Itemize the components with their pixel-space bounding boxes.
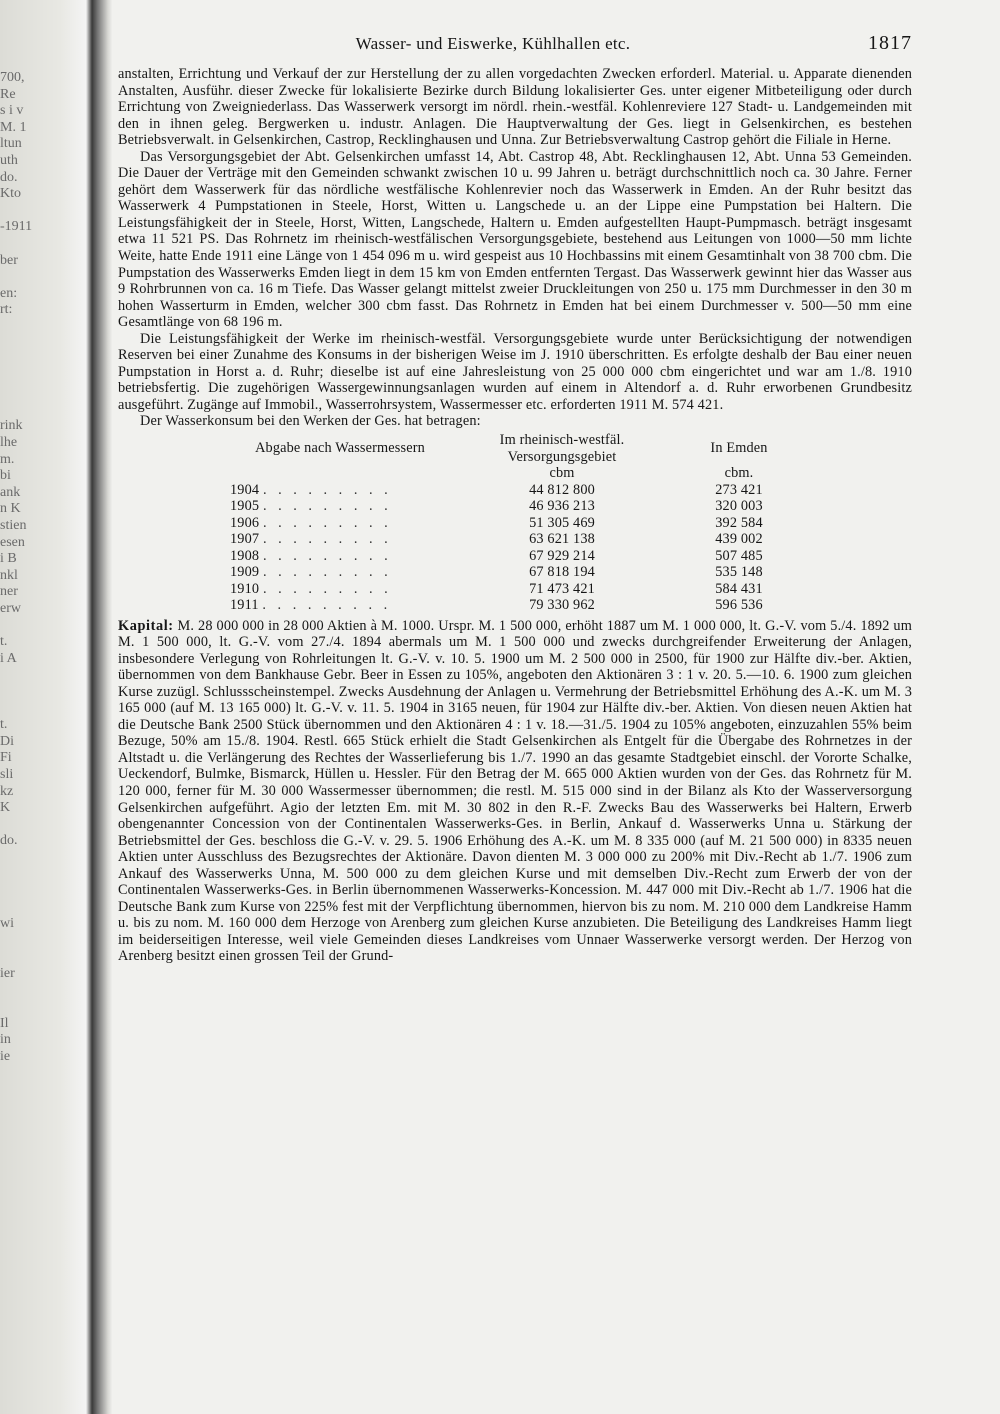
facing-page-fragment (0, 900, 90, 917)
paragraph-purpose: anstalten, Errichtung und Verkauf der zur Herstellung der zu allen vorgedachten Zwecken erforderl. Material. u. Apparate dienenden Anstalten, Ausführ. dieser Zwecke für lokalisierte Bezirke durch Bildung lokalisierter Ges. unter eigener Mitbeteiligung oder durch Errichtung von Zweigniederlass. Das Wasserwerk versorgt im nördl. rhein.-westfäl. Kohlenreviere 127 Stadt- u. Landgemeinden mit den in ihnen geleg. Bergwerken u. industr. Anlagen. Die Hauptverwaltung der Ges. liegt in Gelsenkirchen, es bestehen Betriebsverwalt. in Gelsenkirchen, Castrop, Recklinghausen und Unna. Zur Betriebsverwaltung Castrop gehört die Filiale in Herne. (118, 66, 912, 149)
facing-page-fragment: t. (0, 717, 8, 733)
year-cell: 1910 (230, 580, 260, 597)
facing-page-fragment: i A (0, 650, 17, 666)
dot-leader: . . . . . . . . . (262, 514, 392, 531)
facing-page-fragment (0, 336, 90, 353)
facing-page-fragment (0, 883, 90, 900)
facing-page-fragment: Di (0, 733, 14, 749)
facing-page-fragment (0, 236, 90, 253)
facing-page-fragment (0, 684, 90, 701)
facing-page-fragment (0, 949, 90, 966)
table-row (224, 531, 810, 548)
facing-page-fragment: ltun (0, 136, 22, 152)
rhenish-westphalian-value: 71 473 421 (529, 580, 595, 597)
page-number: 1817 (868, 32, 912, 54)
facing-page-fragment: bi (0, 468, 11, 484)
emden-value: 392 584 (715, 514, 763, 531)
year-cell: 1904 (230, 481, 260, 498)
dot-leader: . . . . . . . . . (262, 547, 392, 564)
facing-page-fragment: K (0, 800, 11, 816)
facing-page-fragment: n K (0, 501, 21, 517)
rhenish-westphalian-value: 51 305 469 (529, 514, 595, 531)
facing-page-fragment (0, 701, 90, 718)
facing-page-fragment: rink (0, 418, 23, 434)
facing-page-fragment: ner (0, 584, 18, 600)
table-header-row (224, 432, 810, 465)
facing-page-fragment: wi (0, 916, 14, 932)
emden-value: 320 003 (715, 498, 763, 515)
emden-value: 439 002 (715, 531, 763, 548)
unit-label: cbm. (724, 465, 754, 482)
table-row (224, 597, 810, 614)
emden-value: 584 431 (715, 580, 763, 597)
facing-page-fragment: nkl (0, 567, 18, 583)
facing-page-fragment: ie (0, 1049, 11, 1065)
consumption-table-wrapper (118, 432, 912, 614)
emden-value: 535 148 (715, 564, 763, 581)
year-cell: 1905 (230, 498, 260, 515)
rhenish-westphalian-value: 79 330 962 (529, 597, 595, 614)
facing-page-fragment (0, 319, 90, 336)
table-row (224, 581, 810, 598)
facing-page-fragment: Re (0, 86, 16, 102)
table-row (224, 548, 810, 565)
paragraph-capital (118, 618, 912, 965)
facing-page-fragment: do. (0, 169, 18, 185)
facing-page-fragment (0, 817, 90, 834)
table-row (224, 482, 810, 499)
dot-leader: . . . . . . . . . (262, 580, 392, 597)
unit-label: cbm (549, 465, 575, 482)
facing-page-fragment: esen (0, 534, 25, 550)
facing-page-fragment: stien (0, 518, 27, 534)
column-header-rhenish-westphalian: Im rheinisch-westfäl. Versorgungsgebiet (499, 432, 625, 465)
table-row (224, 564, 810, 581)
facing-page-fragment (0, 867, 90, 884)
facing-page-fragment (0, 402, 90, 419)
facing-page-fragment: rt: (0, 302, 13, 318)
rhenish-westphalian-value: 46 936 213 (529, 498, 595, 515)
paragraph-supply-area: Das Versorgungsgebiet der Abt. Gelsenkirchen umfasst 14, Abt. Castrop 48, Abt. Recklinghausen 12, Abt. Unna 53 Gemeinden. Die Dauer der Verträge mit den Gemeinden schwankt zwischen 10 u. 99 Jahren u. beträgt durchschnittlich noch ca. 30 Jahre. Ferner gehört dem Wasserwerk für das nördliche westfälische Kohlenrevier noch das Wasserwerk in Emden. An der Ruhr besitzt das Wasserwerk 4 Pumpstationen in Steele, Horst, Witten u. Langschede u. an der Lippe eine Pumpstation bei Haltern. Die Leistungsfähigkeit der in Steele, Horst, Witten, Langschede, Haltern u. Emden aufgestellten Haupt-Pumpmasch. beträgt insgesamt etwa 11 521 PS. Das Rohrnetz im rheinisch-westfälischen Versorgungsgebiete, bestehend aus Leitungen von 1000—50 mm lichte Weite, hatte Ende 1911 eine Länge von 1 454 096 m u. wird gespeist aus 10 Hochbassins mit einem Gesamtinhalt von 38 700 cbm. Die Pumpstation des Wasserwerks Emden liegt in dem 15 km von Emden entfernten Tergast. Das Wasserwerk gewinnt hier das Wasser aus 9 Rohrbrunnen von ca. 16 m Tiefe. Das Wasser gelangt mittelst zweier Druckleitungen von 250 u. 175 mm Durchmesser in den 30 m hohen Wasserturm in Emden, welcher 300 cbm fasst. Das Rohrnetz in Emden hat bei einem Durchmesser v. 500—50 mm eine Gesamtlänge von 68 196 m. (118, 148, 912, 331)
facing-page-fragment: en: (0, 285, 18, 301)
dot-leader: . . . . . . . . . (262, 564, 392, 581)
facing-page-fragment: erw (0, 601, 21, 616)
capital-text: M. 28 000 000 in 28 000 Aktien à M. 1000. Urspr. M. 1 500 000, erhöht 1887 um M. 1 000 000, lt. G.-V. vom 5./4. 1892 um M. 1 500 000, lt. G.-V. vom 27./4. 1894 abermals um M. 1 500 000 und zwecks durchgreifender Erweiterung der Anlagen, insbesondere Verlegung von Rohrleitungen lt. G.-V. v. 10. 5. 1900 um M. 2 500 000 in 2500, für 1900 zur Hälfte div.-ber. Aktien, übernommen von dem Bankhause Gebr. Beer in Essen zu 105%, angeboten den Aktionären 3 : 1 v. 20. 5.—10. 6. 1900 zum gleichen Kurse zuzügl. Schlussscheinstempel. Zwecks Ausdehnung der Anlagen u. Vermehrung der Betriebsmittel Erhöhung des A.-K. um M. 3 165 000 (auf M. 13 165 000) lt. G.-V. v. 11. 5. 1904 in 3165 neuen, für 1904 zur Hälfte div.-ber. Aktien. Von diesen neuen Aktien hat die Deutsche Bank 2500 Stück übernommen und den Aktionären 4 : 1 v. 18.—31./5. 1904 zu 105% angeboten, einzuzahlen 55% beim Bezuge, 50% am 15./8. 1904. Restl. 665 Stück erhielt die Stadt Gelsenkirchen als Entgelt für die Übergabe des Rohrnetzes in der Altstadt u. die Verlängerung des Rechtes der Wasserlieferung bis 1./7. 1990 an das gesamte Stadtgebiet einschl. der Vororte Schalke, Ueckendorf, Bulmke, Bismarck, Hüllen u. Hessler. Für den Betrag der M. 665 000 Aktien wurden von der Ges. das Rohrnetz für M. 120 000, ferner für M. 30 000 Wassermesser übernommen; die restl. M. 515 000 sind in der Bilanz als Kto der Wasserversorgung Gelsenkirchen aufgeführt. Agio der letzten Em. mit M. 30 802 in den R.-F. Zwecks Bau des Wasserwerks bei Haltern, Erwerb obengenannter Concession von der Continentalen Wasserwerks-Ges. in Berlin, Ankauf d. Wasserwerks Unna u. Stärkung der Betriebsmittel der Ges. beschloss die G.-V. v. 29. 5. 1906 Erhöhung des A.-K. um M. 8 335 000 (auf M. 21 500 000) in 8335 neuen Aktien unter Ausschluss des Bezugsrechtes der Aktionäre. Davon dienten M. 3 000 000 zu 200% mit Div.-Recht ab 1./7. 1906 zum Ankauf des Wasserwerks Unna, M. 500 000 zu dem gleichen Kurse und mit demselben Div.-Recht zum Erwerb der von der Continentalen Wasserwerks-Ges. in Berlin übernommenen Wasserwerks-Koncession. M. 447 000 mit Div.-Recht ab 1./7. 1906 hat die Deutsche Bank zum Kurse von 225% fest mit der Verpflichtung übernommen, hiervon bis zu nom. M. 210 000 dem Landkreise Hamm u. bis zu nom. M. 160 000 dem Herzoge von Arenberg zum gleichen Kurse anzubieten. Die Beteiligung des Landkreises Hamm liegt im beiderseitigen Interesse, weil viele Gemeinden dieses Landkreises vom Unnaer Wasserwerke versorgt werden. Der Herzog von Arenberg besitzt einen grossen Teil der Grund- (118, 617, 912, 965)
facing-page-fragment: in (0, 1032, 11, 1048)
facing-page-fragment: s i v (0, 103, 24, 119)
facing-page-fragment: Kto (0, 186, 21, 202)
facing-page-fragment (0, 850, 90, 867)
facing-page-fragment: i B (0, 551, 17, 567)
facing-page-fragment: M. 1 (0, 119, 27, 135)
facing-page-fragment: lhe (0, 435, 18, 451)
capital-label: Kapital: (118, 617, 174, 634)
running-title: Wasser- und Eiswerke, Kühlhallen etc. (355, 34, 631, 53)
rhenish-westphalian-value: 63 621 138 (529, 531, 595, 548)
facing-page-fragment (0, 618, 90, 635)
facing-page-fragment: t. (0, 634, 8, 650)
facing-page-fragment (0, 203, 90, 220)
page-header (118, 32, 912, 62)
document-page (118, 32, 912, 965)
year-cell: 1906 (230, 514, 260, 531)
table-unit-row (224, 465, 810, 482)
column-header-emden: In Emden (710, 440, 768, 457)
facing-page-fragment: ier (0, 966, 15, 982)
rhenish-westphalian-value: 67 818 194 (529, 564, 595, 581)
facing-page-fragment (0, 352, 90, 369)
facing-page-fragment (0, 269, 90, 286)
paragraph-capacity: Die Leistungsfähigkeit der Werke im rheinisch-westfäl. Versorgungsgebiete wurde unter Berücksichtigung der notwendigen Reserven bei einer Zunahme des Konsums in der bisherigen Weise im J. 1910 überschritten. Es erfolgte deshalb der Bau einer neuen Pumpstation in Horst a. d. Ruhr; dieselbe ist auf eine Jahresleistung von 25 000 000 cbm eingerichtet und war am 1./8. 1910 betriebsfertig. Die zugehörigen Wassergewinnungsanlagen wurden auf einem in Altendorf a. d. Ruhr erworbenen Grundbesitz ausgeführt. Zugänge auf Immobil., Wasserrohrsystem, Wassermesser etc. erforderten 1911 M. 574 421. (118, 330, 912, 413)
dot-leader: . . . . . . . . . (262, 498, 392, 515)
table-row (224, 515, 810, 532)
paragraph-consumption-intro: Der Wasserkonsum bei den Werken der Ges. hat betragen: (140, 413, 481, 430)
year-cell: 1907 (230, 531, 260, 548)
facing-page-fragment: ber (0, 252, 18, 268)
consumption-table (224, 432, 810, 614)
facing-page-fragment (0, 385, 90, 402)
year-cell: 1911 (230, 597, 259, 614)
facing-page-fragment (0, 983, 90, 1000)
facing-page-fragment: -1911 (0, 219, 33, 235)
facing-page-fragment: 700, (0, 70, 25, 85)
dot-leader: . . . . . . . . . (262, 531, 392, 548)
facing-page-fragment (0, 369, 90, 386)
facing-page-fragment: m. (0, 451, 15, 467)
facing-page-fragment: Il (0, 1015, 9, 1031)
rhenish-westphalian-value: 44 812 800 (529, 481, 595, 498)
emden-value: 273 421 (715, 481, 763, 498)
rhenish-westphalian-value: 67 929 214 (529, 547, 595, 564)
column-header-delivery: Abgabe nach Wassermessern (255, 440, 425, 457)
facing-page-fragment: Fi (0, 750, 12, 766)
facing-page-fragment: ank (0, 484, 21, 500)
consumption-table-body (224, 482, 810, 614)
facing-page-fragment: uth (0, 152, 18, 168)
emden-value: 507 485 (715, 547, 763, 564)
dot-leader: . . . . . . . . . (262, 481, 392, 498)
facing-page-fragment (0, 933, 90, 950)
year-cell: 1908 (230, 547, 260, 564)
facing-page-fragment: kz (0, 783, 14, 799)
facing-page-fragment (0, 999, 90, 1016)
facing-page-fragments (0, 70, 90, 1066)
emden-value: 596 536 (715, 597, 763, 614)
facing-page-fragment: do. (0, 833, 18, 849)
dot-leader: . . . . . . . . . (262, 597, 392, 614)
facing-page-fragment (0, 667, 90, 684)
year-cell: 1909 (230, 564, 260, 581)
article-body (118, 66, 912, 965)
facing-page-fragment: sli (0, 766, 14, 782)
table-row (224, 498, 810, 515)
